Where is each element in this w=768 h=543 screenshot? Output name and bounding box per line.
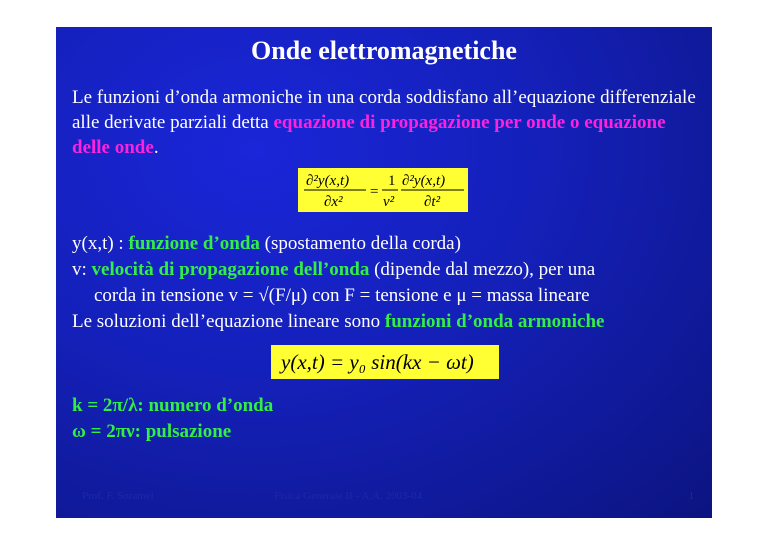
wave-eq-equals: = <box>370 184 379 200</box>
def-solutions <box>72 309 708 335</box>
k-omega-definitions <box>72 393 273 445</box>
wave-eq-lhs-num: ∂²y(x,t) <box>306 173 350 189</box>
wave-equation <box>298 168 468 212</box>
footer-page-number: 1 <box>688 490 694 502</box>
def-v-prefix: v: <box>72 259 92 280</box>
solution-equation <box>271 345 499 379</box>
intro-highlight: equazione di propagazione per onde o equazione delle onde <box>72 112 666 158</box>
def-y-term: funzione d’onda <box>128 233 260 254</box>
def-v-term: velocità di propagazione dell’onda <box>91 259 370 280</box>
k-definition: k = 2π/λ: numero d’onda <box>72 395 274 416</box>
slide <box>56 27 712 518</box>
intro-text: Le funzioni d’onda armoniche in una corda soddisfano all’equazione differenziale alle derivate parziali detta <box>72 87 696 133</box>
slide-title: Onde elettromagnetiche <box>251 36 517 65</box>
wave-eq-coef-num: 1 <box>388 173 396 189</box>
intro-end: . <box>153 137 159 158</box>
def-v <box>72 257 708 283</box>
footer-author: Prof. F. Soramel <box>82 490 154 502</box>
def-y <box>72 231 708 257</box>
def-v-suffix: (dipende dal mezzo), per una <box>369 259 596 280</box>
wave-eq-coef-den: v² <box>383 194 395 210</box>
def-y-suffix: (spostamento della corda) <box>259 233 461 254</box>
def-y-prefix: y(x,t) : <box>72 233 129 254</box>
footer-course: Fisica Generale II - A.A. 2003-04 <box>274 490 423 502</box>
wave-eq-rhs-den: ∂t² <box>424 194 441 210</box>
intro-paragraph <box>72 85 702 160</box>
def-v-line2: corda in tensione v = √(F/μ) con F = tensione e μ = massa lineare <box>94 285 590 306</box>
definitions <box>72 231 708 335</box>
def-sol-prefix: Le soluzioni dell’equazione lineare sono <box>72 311 385 332</box>
solution-equation-text: y(x,t) = y₀ sin(kx − ωt) <box>281 350 474 374</box>
wave-equation-box <box>298 168 468 212</box>
wave-eq-rhs-num: ∂²y(x,t) <box>402 173 446 189</box>
def-sol-term: funzioni d’onda armoniche <box>384 311 605 332</box>
wave-eq-lhs-den: ∂x² <box>324 194 343 210</box>
solution-equation-box <box>271 345 499 379</box>
omega-definition: ω = 2πν: pulsazione <box>72 421 232 442</box>
